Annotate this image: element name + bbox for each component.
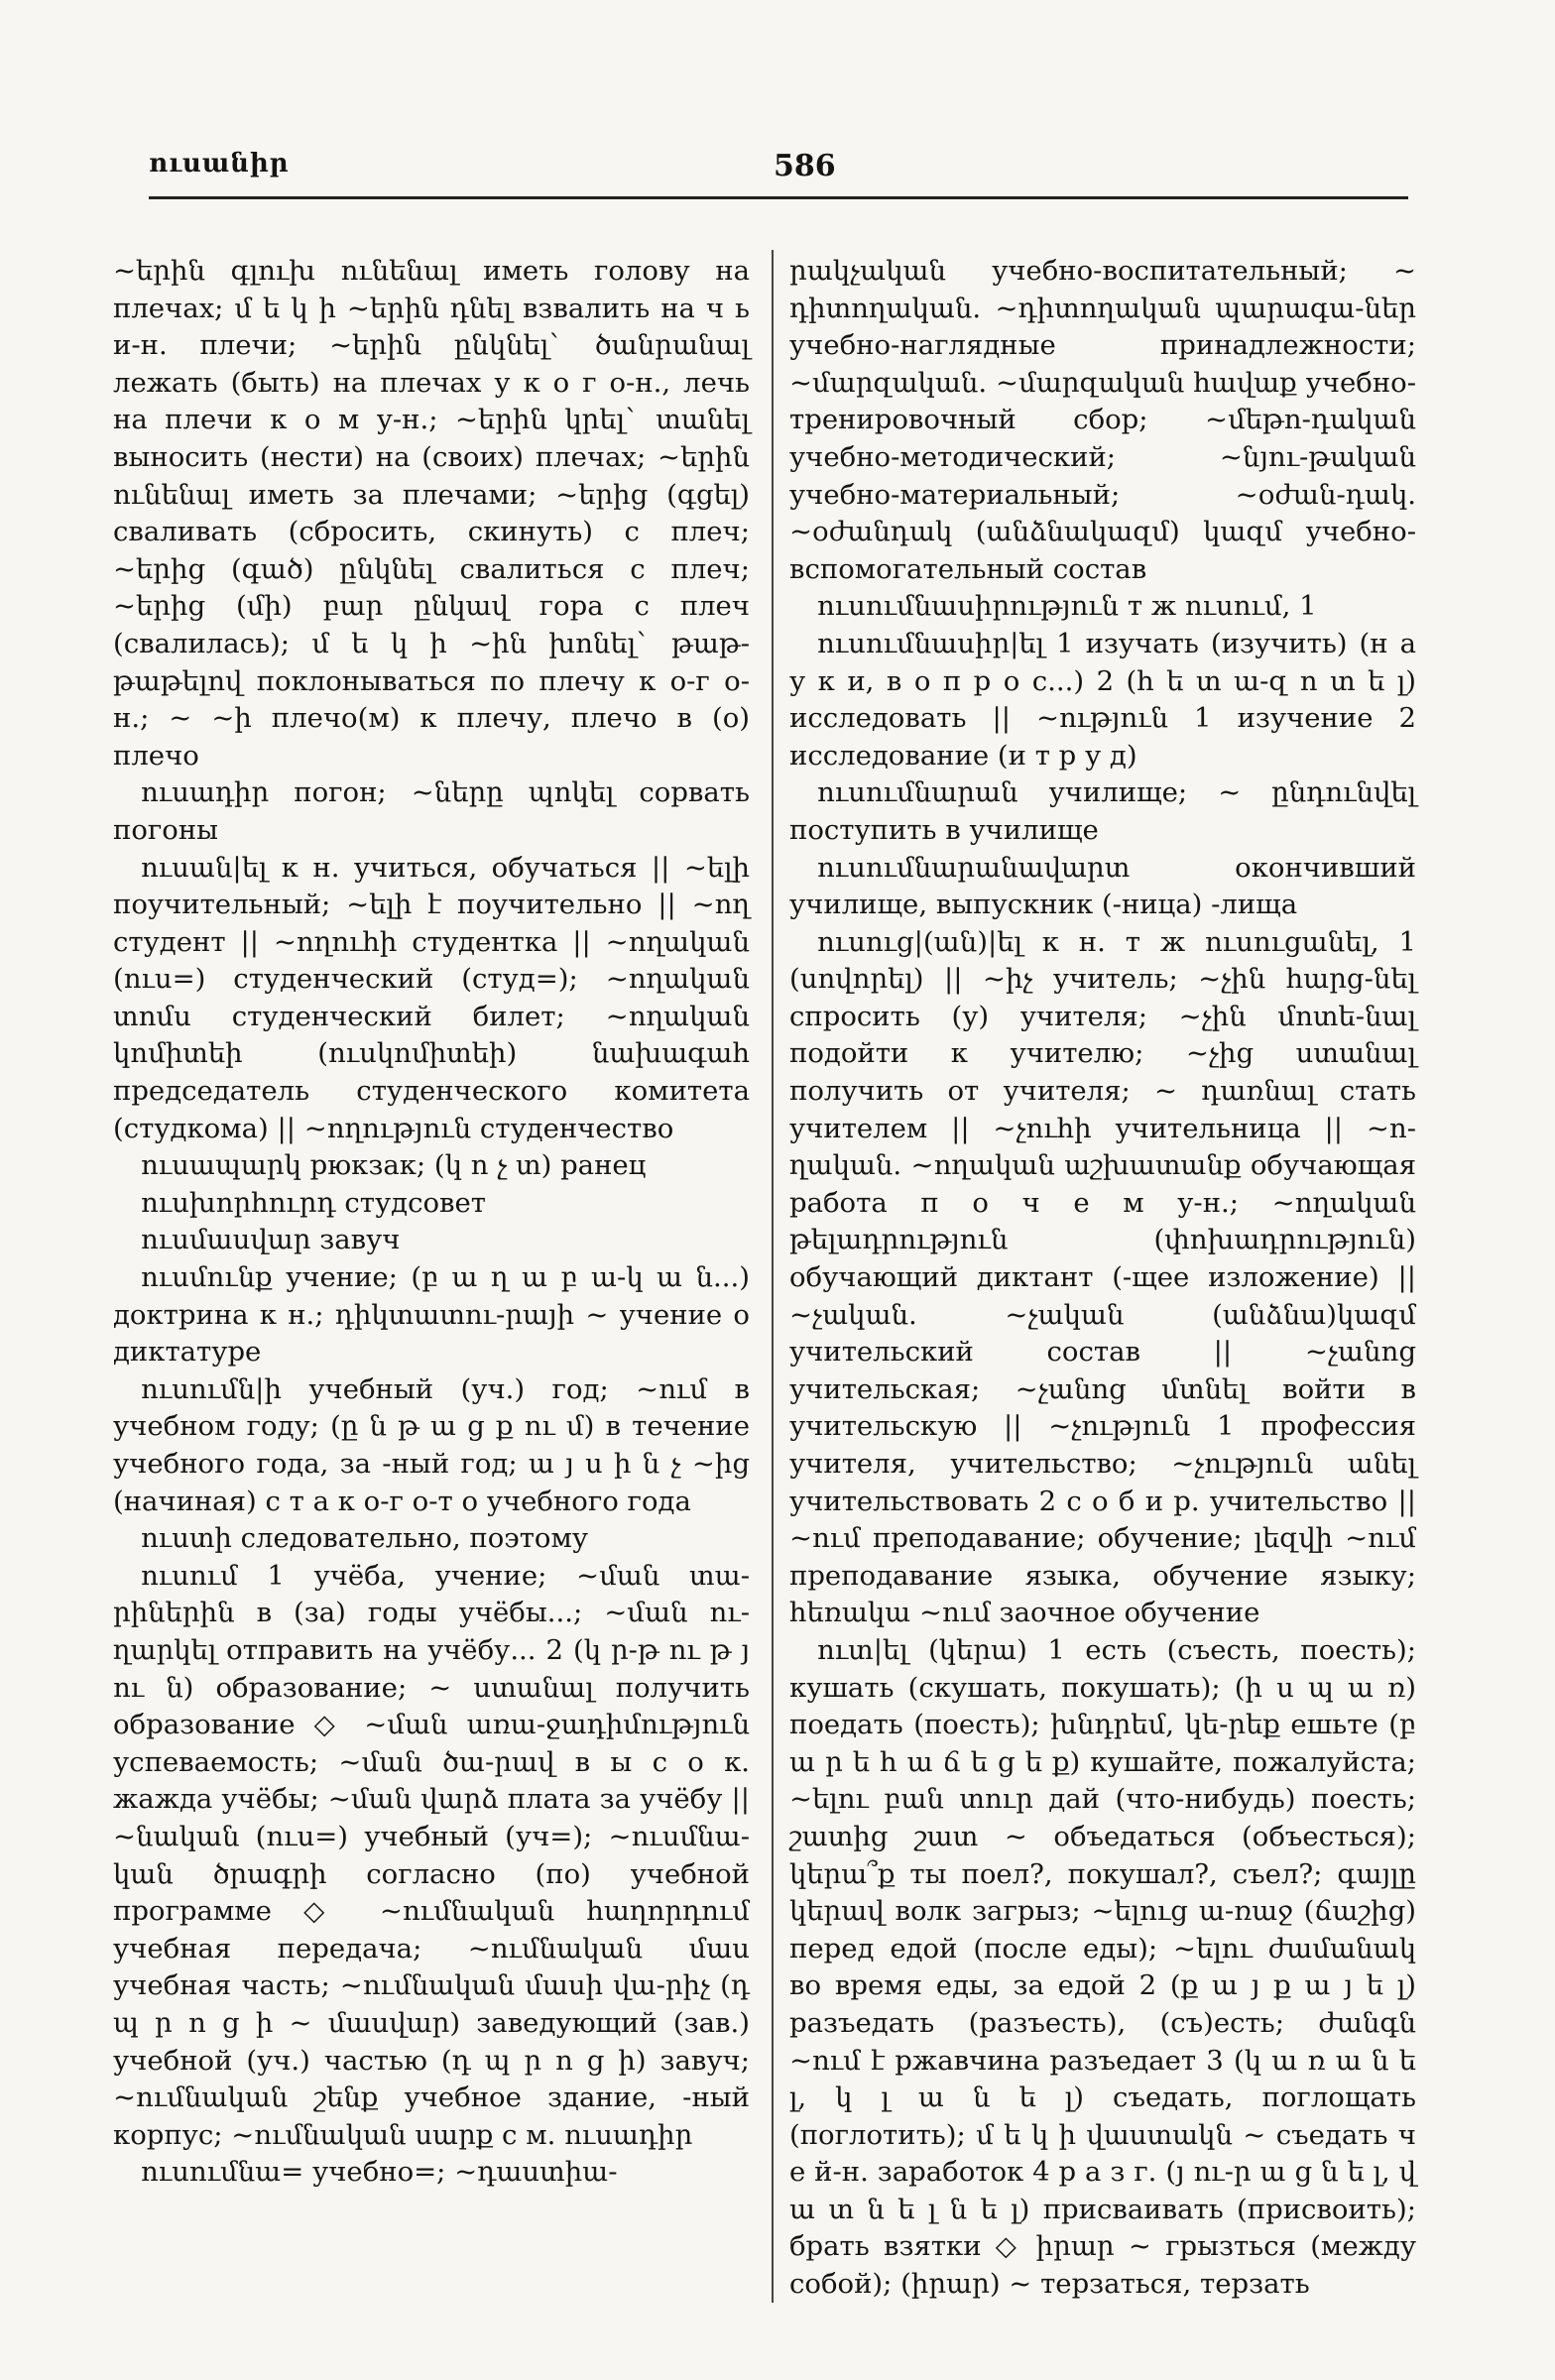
dictionary-entry: ուսմասվար завуч (141, 1224, 401, 1256)
right-column (789, 253, 1416, 2304)
dictionary-entry: ուսան|ել к н. учиться, обучаться || ~ելի поучительный; ~ելի է поучительно || ~ող студент || ~ողուհի студентка || ~ողական (ուս=) студенческий (студ=); ~ողական տոմս студенческий билет; ~ողական կոմիտեի (ուսկոմիտեի) նախագահ председатель студенческого комитета (студкома) || ~ողություն студенчество (113, 851, 750, 1144)
page-header (149, 149, 1408, 198)
dictionary-entry: ~երին գլուխ ունենալ иметь голову на плечах; մ ե կ ի ~երին դնել взвалить на ч ь и-н. плечи; ~երին ընկնել` ծանրանալ лежать (быть) на плечах у к о г о-н., лечь на плечи к о м у-н.; ~երին կրել` տանել выносить (нести) на (своих) плечах; ~երին ունենալ иметь за плечами; ~երից (գցել) сваливать (сбросить, скинуть) с плеч; ~երից (գած) ընկնել свалиться с плеч; ~երից (մի) բար ընկավ гора с плеч (свалилась); մ ե կ ի ~ին խոնել` թաթ-թաթելով поклонываться по плечу к о-г о-н.; ~ ~ի плечо(м) к плечу, плечо в (о) плечо (113, 255, 750, 772)
dictionary-entry: ուսումնա= учебно=; ~դաստիա- (141, 2156, 618, 2189)
dictionary-entry: ուսխորհուրդ студсовет (141, 1186, 487, 1219)
dictionary-entry: ուսումնասիրություն т ж ուսում, 1 (817, 590, 1317, 623)
column-divider (772, 250, 774, 2303)
dictionary-entry: ուսուց|(ան)|ել к н. т ж ուսուցանել, 1 (սովորել) || ~իչ учитель; ~չին հարց-նել спросить (у) учителя; ~չին մոտե-նալ подойти к учителю; ~չից ստանալ получить от учителя; ~ դառնալ стать учителем || ~չուհի учительница || ~ո-ղական. ~ողական աշխատանք обучающая работа п о ч е м у-н.; ~ողական թելադրություն (փոխադրություն) обучающий диктант (-щее изложение) || ~չական. ~չական (անձնա)կազմ учительский состав || ~չանոց учительская; ~չանոց մտնել войти в учительскую || ~չություն 1 профессия учителя, учительство; ~չություն անել учительствовать 2 с о б и р. учительство || ~ում преподавание; обучение; լեզվի ~ում преподавание языка, обучение языку; հեռակա ~ում заочное обучение (789, 925, 1416, 1629)
header-rule (149, 196, 1408, 199)
dictionary-entry: ուսապարկ рюкзак; (կ ո չ տ) ранец (141, 1149, 647, 1182)
left-column (113, 253, 750, 2192)
dictionary-entry: ուսադիր погон; ~ները պոկել сорвать погоны (113, 776, 750, 846)
dictionary-entry: րակչական учебно-воспитательный; ~ դիտողական. ~դիտողական պարագա-ներ учебно-наглядные принадлежности; ~մարզական. ~մարզական հավաք учебно-тренировочный сбор; ~մեթո-դական учебно-методический; ~նյու-թական учебно-материальный; ~օժան-դակ. ~օժանդակ (անձնակազմ) կազմ учебно-вспомогательный состав (789, 255, 1416, 585)
page-number: 586 (774, 149, 836, 183)
header-word: ուսանիր (149, 149, 290, 178)
dictionary-entry: ուսումնասիր|ել 1 изучать (изучить) (н а у к и, в о п р о с...) 2 (հ ե տ ա-զ ո տ ե լ) исследовать || ~ություն 1 изучение 2 исследование (и т р у д) (789, 627, 1416, 772)
dictionary-entry: ուսումն|ի учебный (уч.) год; ~ում в учебном году; (ը ն թ ա ց ք ու մ) в течение учебного года, за -ный год; ա յ ս ի ն չ ~ից (начиная) с т а к о-г о-т о учебного года (113, 1372, 750, 1517)
dictionary-entry: ուտ|ել (կերա) 1 есть (съесть, поесть); кушать (скушать, покушать); (ի ս պ ա ռ) поедать (поесть); խնդրեմ, կե-րեք ешьте (բ ա ր ե հ ա ճ ե ց ե ք) кушайте, пожалуйста; ~ելու բան տուր дай (что-нибудь) поесть; շատից շատ ~ объедаться (объесться); կերա՞ք ты поел?, покушал?, съел?; գայլը կերավ волк загрыз; ~ելուց ա-ռաջ (ճաշից) перед едой (после еды); ~ելու ժամանակ во время еды, за едой 2 (ք ա յ ք ա յ ե լ) разъедать (разъесть), (съ)есть; ժանգն ~ում է ржавчина разъедает 3 (կ ա ռ ա ն ե լ, կ լ ա ն ե լ) съедать, поглощать (поглотить); մ ե կ ի վաստակն ~ съедать ч е й-н. заработок 4 р а з г. (յ ու-ր ա ց ն ե լ, վ ա տ ն ե լ ն ե լ) присваивать (присвоить); брать взятки ◇ իրար ~ грызться (между собой); (իրար) ~ терзаться, терзать (789, 1633, 1416, 2301)
dictionary-entry: ուսմունք учение; (բ ա ղ ա բ ա-կ ա ն...) доктрина к н.; դիկտատու-րայի ~ учение о диктатуре (113, 1261, 750, 1368)
dictionary-entry: ուսում 1 учёба, учение; ~ման տա-րիներին в (за) годы учёбы...; ~ման ու-ղարկել отправить на учёбу... 2 (կ ր-թ ու թ յ ու ն) образование; ~ ստանալ получить образование ◇ ~ման առա-ջադիմություն успеваемость; ~ման ծա-րավ в ы с о к. жажда учёбы; ~ման վարձ плата за учёбу || ~նական (ուս=) учебный (уч=); ~ուսմնա-կան ծրագրի согласно (по) учебной программе ◇ ~ումնական հաղորդում учебная передача; ~ումնական մաս учебная часть; ~ումնական մասի վա-րիչ (դ պ ր ո ց ի ~ մասվար) заведующий (зав.) учебной (уч.) частью (դ պ ր ո ց ի) завуч; ~ումնական շենք учебное здание, -ный корпус; ~ումնական սարք с м. ուսադիր (113, 1559, 750, 2151)
dictionary-entry: ուստի следовательно, поэтому (141, 1522, 589, 1555)
dictionary-entry: ուսումնարանավարտ окончивший училище, выпускник (-ница) -лища (789, 851, 1416, 921)
dictionary-entry: ուսումնարան училище; ~ ընդունվել поступить в училище (789, 776, 1416, 846)
